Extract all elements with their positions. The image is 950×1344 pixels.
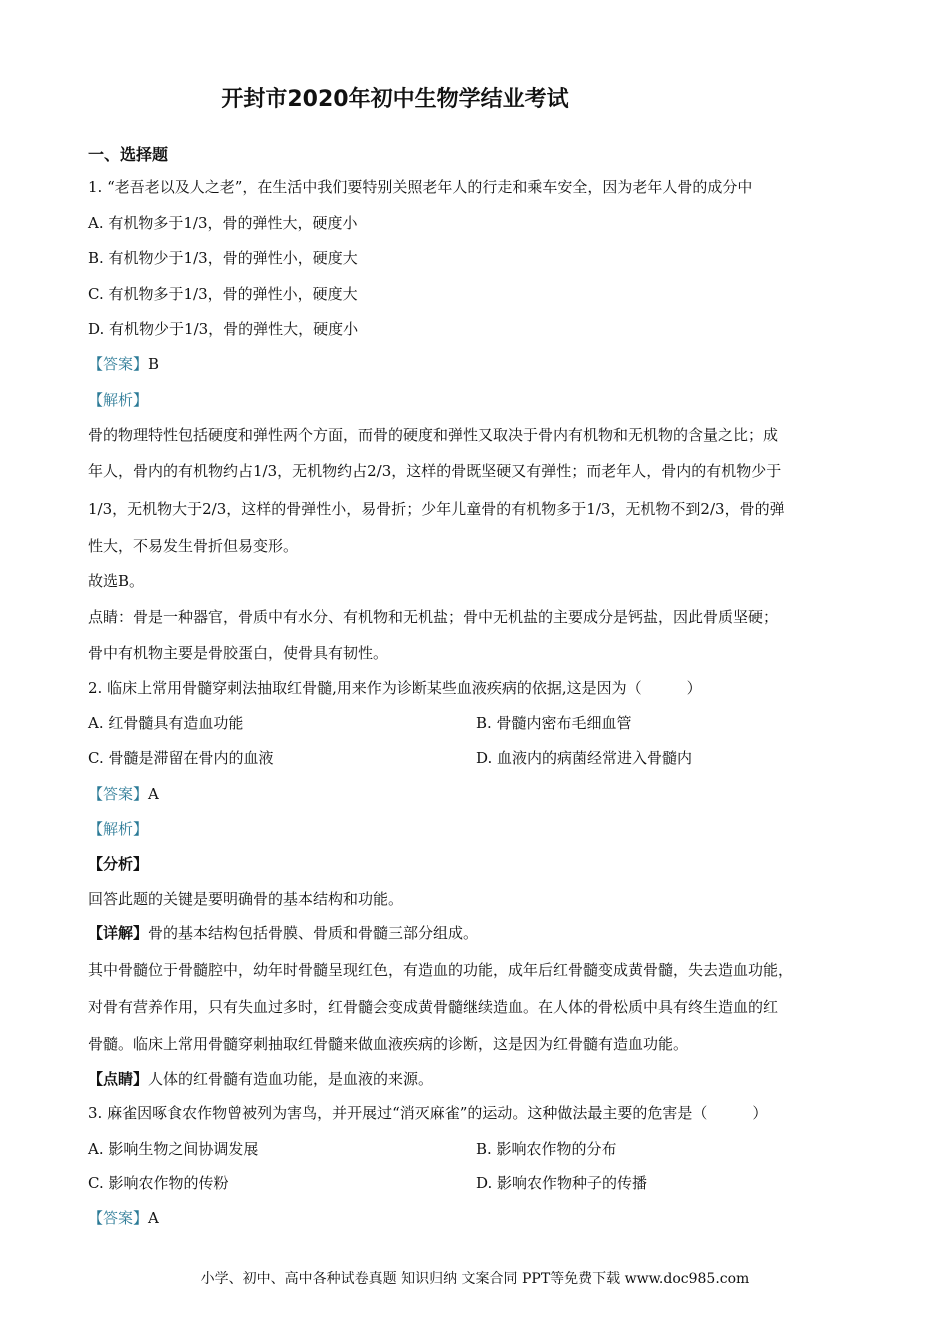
q1-answer [88, 353, 159, 374]
q3-option-a: A. 影响生物之间协调发展 [88, 1140, 259, 1158]
q1-option-d: D. 有机物少于1/3，骨的弹性大，硬度小 [88, 320, 359, 338]
q2-detail-line: 其中骨髓位于骨髓腔中，幼年时骨髓呈现红色，有造血的功能，成年后红骨髓变成黄骨髓，失去造血功能， [88, 961, 794, 979]
q1-analysis-tag: 【解析】 [88, 391, 149, 409]
answer-tag: 【答案】 [88, 785, 149, 803]
comment-text: 人体的红骨髓有造血功能，是血液的来源。 [148, 1070, 434, 1088]
q3-answer [88, 1207, 159, 1228]
q1-analysis-line: 骨的物理特性包括硬度和弹性两个方面，而骨的硬度和弹性又取决于骨内有机物和无机物的含量之比；成 [88, 426, 779, 444]
q2-detail-first [88, 922, 478, 943]
q2-option-c: C. 骨髓是滞留在骨内的血液 [88, 749, 274, 767]
answer-tag: 【答案】 [88, 355, 149, 373]
q2-option-a: A. 红骨髓具有造血功能 [88, 714, 244, 732]
q1-option-c: C. 有机物多于1/3，骨的弹性小，硬度大 [88, 285, 358, 303]
q2-detail-line: 骨髓。临床上常用骨髓穿刺抽取红骨髓来做血液疾病的诊断，这是因为红骨髓有造血功能。 [88, 1035, 689, 1053]
answer-value: B [148, 355, 160, 373]
q2-fenxi: 回答此题的关键是要明确骨的基本结构和功能。 [88, 890, 404, 908]
q2-answer [88, 783, 159, 804]
q1-analysis-line: 性大，不易发生骨折但易变形。 [88, 537, 299, 555]
q1-analysis-line: 1/3，无机物大于2/3，这样的骨弹性小，易骨折；少年儿童骨的有机物多于1/3，无机物不到2/3，骨的弹 [88, 500, 785, 518]
q2-analysis-tag: 【解析】 [88, 820, 149, 838]
q1-option-a: A. 有机物多于1/3，骨的弹性大，硬度小 [88, 214, 358, 232]
answer-value: A [148, 1209, 159, 1227]
page-footer: 小学、初中、高中各种试卷真题 知识归纳 文案合同 PPT等免费下载 www.doc985.com [200, 1271, 750, 1287]
q2-comment [88, 1068, 433, 1089]
page-title: 开封市2020年初中生物学结业考试 [221, 87, 569, 112]
section-heading: 一、选择题 [88, 145, 169, 164]
q1-analysis-line: 年人，骨内的有机物约占1/3，无机物约占2/3，这样的骨既坚硬又有弹性；而老年人，骨内的有机物少于 [88, 462, 782, 480]
answer-value: A [148, 785, 159, 803]
q1-comment-line: 骨中有机物主要是骨胶蛋白，使骨具有韧性。 [88, 644, 389, 662]
detail-text: 骨的基本结构包括骨膜、骨质和骨髓三部分组成。 [148, 924, 479, 942]
detail-tag: 【详解】 [88, 924, 149, 942]
q1-choose: 故选B。 [88, 572, 145, 590]
answer-tag: 【答案】 [88, 1209, 149, 1227]
q3-option-d: D. 影响农作物种子的传播 [476, 1174, 648, 1192]
q3-option-c: C. 影响农作物的传粉 [88, 1174, 229, 1192]
q2-option-d: D. 血液内的病菌经常进入骨髓内 [476, 749, 693, 767]
q3-option-b: B. 影响农作物的分布 [476, 1140, 617, 1158]
q1-option-b: B. 有机物少于1/3，骨的弹性小，硬度大 [88, 249, 358, 267]
q1-comment-line: 点睛：骨是一种器官，骨质中有水分、有机物和无机盐；骨中无机盐的主要成分是钙盐，因此骨质坚硬； [88, 608, 779, 626]
q2-detail-line: 对骨有营养作用，只有失血过多时，红骨髓会变成黄骨髓继续造血。在人体的骨松质中具有终生造血的红 [88, 998, 779, 1016]
q1-stem: 1. “老吾老以及人之老”，在生活中我们要特别关照老年人的行走和乘车安全，因为老年人骨的成分中 [88, 178, 753, 196]
q2-option-b: B. 骨髓内密布毛细血管 [476, 714, 632, 732]
q2-stem: 2. 临床上常用骨髓穿刺法抽取红骨髓,用来作为诊断某些血液疾病的依据,这是因为（ ） [88, 679, 702, 697]
q2-fenxi-tag: 【分析】 [88, 855, 149, 873]
q3-stem: 3. 麻雀因啄食农作物曾被列为害鸟，并开展过“消灭麻雀”的运动。这种做法最主要的危害是（ ） [88, 1104, 768, 1122]
comment-tag: 【点睛】 [88, 1070, 149, 1088]
